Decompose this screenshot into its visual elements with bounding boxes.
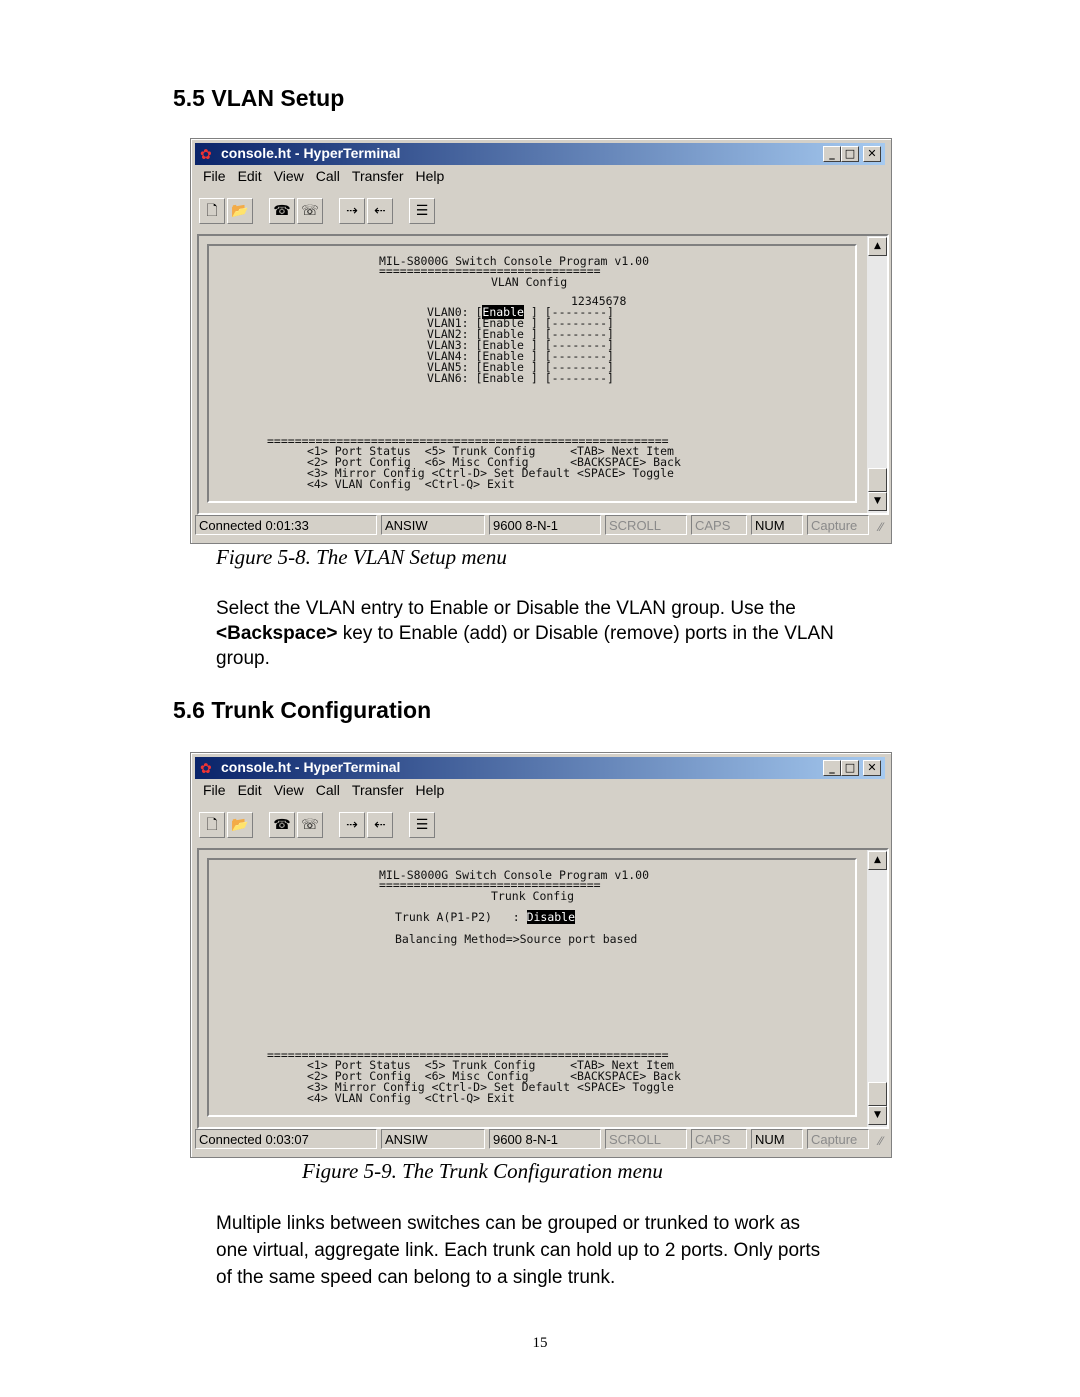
phone-icon[interactable]: ☎ — [269, 198, 295, 224]
vlan-row[interactable]: VLAN0: [Enable ] [--------] — [427, 305, 614, 319]
minimize-button[interactable]: _ — [823, 146, 841, 162]
scroll-thumb[interactable] — [868, 468, 887, 492]
toolbar — [197, 810, 885, 842]
status-scroll: SCROLL — [605, 515, 687, 535]
section-heading-vlan-setup: 5.5 VLAN Setup — [173, 85, 345, 111]
title-bar[interactable] — [195, 757, 885, 779]
new-file-icon[interactable]: 🗋 — [199, 812, 225, 838]
status-caps: CAPS — [691, 515, 747, 535]
menu-help[interactable]: Help — [415, 782, 445, 798]
menu-help[interactable]: Help — [415, 168, 445, 184]
rule-line: ================================ — [379, 264, 601, 278]
scroll-thumb[interactable] — [868, 1082, 887, 1106]
vlan-state-selected[interactable]: Enable — [482, 305, 524, 319]
title-bar[interactable] — [195, 143, 885, 165]
menu-transfer[interactable]: Transfer — [351, 168, 404, 184]
status-capture: Capture — [807, 515, 869, 535]
status-num: NUM — [751, 1129, 803, 1149]
paragraph-line: group. — [216, 648, 270, 669]
footer-line: <3> Mirror Config <Ctrl-D> Set Default <SPACE> Toggle — [307, 466, 674, 480]
vertical-scrollbar[interactable] — [867, 850, 887, 1127]
status-capture: Capture — [807, 1129, 869, 1149]
paragraph-line: Multiple links between switches can be grouped or trunked to work as — [216, 1213, 801, 1234]
receive-icon[interactable]: ⇠ — [367, 198, 393, 224]
scroll-down-icon[interactable]: ▼ — [868, 492, 887, 511]
menu-file[interactable]: File — [203, 168, 226, 184]
footer-line: <2> Port Config <6> Misc Config <BACKSPACE> Back — [307, 455, 681, 469]
minimize-button[interactable]: _ — [823, 760, 841, 776]
send-icon[interactable]: ⇢ — [339, 198, 365, 224]
terminal-screen — [207, 858, 857, 1117]
page-number: 15 — [532, 1335, 548, 1351]
menu-bar — [195, 782, 448, 804]
status-caps: CAPS — [691, 1129, 747, 1149]
menu-edit[interactable]: Edit — [237, 782, 262, 798]
trunk-row[interactable]: Trunk A(P1-P2) : Disable — [395, 910, 576, 924]
figure-caption: Figure 5-8. The VLAN Setup menu — [216, 545, 507, 569]
status-bar — [195, 514, 885, 536]
menu-bar — [195, 168, 448, 190]
vertical-scrollbar[interactable] — [867, 236, 887, 513]
window-title: console.ht - HyperTerminal — [221, 145, 401, 161]
resize-grip-icon[interactable]: ⁄⁄ — [878, 1134, 883, 1148]
footer-rule: ========================================================== — [267, 434, 669, 448]
paragraph-trunk — [216, 1210, 916, 1291]
menu-view[interactable]: View — [273, 168, 304, 184]
status-bar — [195, 1128, 885, 1150]
paragraph-line: of the same speed can belong to a single trunk. — [216, 1267, 616, 1288]
receive-icon[interactable]: ⇠ — [367, 812, 393, 838]
paragraph-line: Select the VLAN entry to Enable or Disable the VLAN group. Use the — [216, 598, 796, 619]
status-num: NUM — [751, 515, 803, 535]
trunk-state-selected[interactable]: Disable — [526, 910, 576, 924]
hyperterminal-window-trunk — [190, 752, 892, 1158]
hyperterminal-window-vlan — [190, 138, 892, 544]
maximize-button[interactable]: □ — [841, 146, 859, 162]
footer-line: <3> Mirror Config <Ctrl-D> Set Default <SPACE> Toggle — [307, 1080, 674, 1094]
terminal-screen — [207, 244, 857, 503]
vlan-row[interactable]: VLAN3: [Enable ] [--------] — [427, 338, 614, 352]
footer-line: <1> Port Status <5> Trunk Config <TAB> Next Item — [307, 444, 674, 458]
footer-line: <4> VLAN Config <Ctrl-Q> Exit — [307, 477, 515, 491]
menu-call[interactable]: Call — [315, 168, 340, 184]
hyperterminal-app-icon: ✿ — [200, 146, 212, 162]
program-title: MIL-S8000G Switch Console Program v1.00 — [379, 868, 650, 882]
menu-file[interactable]: File — [203, 782, 226, 798]
open-folder-icon[interactable]: 📂 — [227, 812, 253, 838]
scroll-up-icon[interactable]: ▲ — [868, 237, 887, 256]
vlan-row[interactable]: VLAN5: [Enable ] [--------] — [427, 360, 614, 374]
status-scroll: SCROLL — [605, 1129, 687, 1149]
balancing-method[interactable]: Balancing Method=>Source port based — [395, 932, 638, 946]
properties-icon[interactable]: ☰ — [409, 198, 435, 224]
rule-line: ================================ — [379, 878, 601, 892]
vlan-row[interactable]: VLAN2: [Enable ] [--------] — [427, 327, 614, 341]
maximize-button[interactable]: □ — [841, 760, 859, 776]
status-baud: 9600 8-N-1 — [489, 515, 601, 535]
menu-transfer[interactable]: Transfer — [351, 782, 404, 798]
status-emulation: ANSIW — [381, 515, 485, 535]
scroll-up-icon[interactable]: ▲ — [868, 851, 887, 870]
footer-line: <1> Port Status <5> Trunk Config <TAB> Next Item — [307, 1058, 674, 1072]
window-title: console.ht - HyperTerminal — [221, 759, 401, 775]
vlan-row[interactable]: VLAN1: [Enable ] [--------] — [427, 316, 614, 330]
program-title: MIL-S8000G Switch Console Program v1.00 — [379, 254, 650, 268]
terminal-area[interactable] — [197, 234, 889, 515]
open-folder-icon[interactable]: 📂 — [227, 198, 253, 224]
terminal-area[interactable] — [197, 848, 889, 1129]
paragraph-vlan — [216, 596, 916, 671]
new-file-icon[interactable]: 🗋 — [199, 198, 225, 224]
phone-icon[interactable]: ☎ — [269, 812, 295, 838]
menu-call[interactable]: Call — [315, 782, 340, 798]
status-connected: Connected 0:03:07 — [195, 1129, 377, 1149]
screen-title: VLAN Config — [491, 275, 568, 289]
close-button[interactable]: ✕ — [863, 760, 881, 776]
scroll-down-icon[interactable]: ▼ — [868, 1106, 887, 1125]
section-heading-trunk-configuration: 5.6 Trunk Configuration — [173, 697, 432, 723]
footer-line: <2> Port Config <6> Misc Config <BACKSPACE> Back — [307, 1069, 681, 1083]
paragraph-line: <Backspace> key to Enable (add) or Disable (remove) ports in the VLAN — [216, 623, 834, 644]
properties-icon[interactable]: ☰ — [409, 812, 435, 838]
figure-caption: Figure 5-9. The Trunk Configuration menu — [302, 1159, 663, 1183]
vlan-row[interactable]: VLAN6: [Enable ] [--------] — [427, 371, 614, 385]
vlan-row[interactable]: VLAN4: [Enable ] [--------] — [427, 349, 614, 363]
status-connected: Connected 0:01:33 — [195, 515, 377, 535]
status-baud: 9600 8-N-1 — [489, 1129, 601, 1149]
menu-edit[interactable]: Edit — [237, 168, 262, 184]
status-emulation: ANSIW — [381, 1129, 485, 1149]
hyperterminal-app-icon: ✿ — [200, 760, 212, 776]
paragraph-line: one virtual, aggregate link. Each trunk can hold up to 2 ports. Only ports — [216, 1240, 821, 1261]
footer-line: <4> VLAN Config <Ctrl-Q> Exit — [307, 1091, 515, 1105]
disconnect-icon[interactable]: ☏ — [297, 198, 323, 224]
resize-grip-icon[interactable]: ⁄⁄ — [878, 520, 883, 534]
port-header: 12345678 — [571, 294, 627, 308]
footer-rule: ========================================================== — [267, 1048, 669, 1062]
screen-title: Trunk Config — [491, 889, 575, 903]
close-button[interactable]: ✕ — [863, 146, 881, 162]
toolbar — [197, 196, 885, 228]
send-icon[interactable]: ⇢ — [339, 812, 365, 838]
disconnect-icon[interactable]: ☏ — [297, 812, 323, 838]
menu-view[interactable]: View — [273, 782, 304, 798]
backspace-key-text: <Backspace> — [216, 623, 338, 644]
